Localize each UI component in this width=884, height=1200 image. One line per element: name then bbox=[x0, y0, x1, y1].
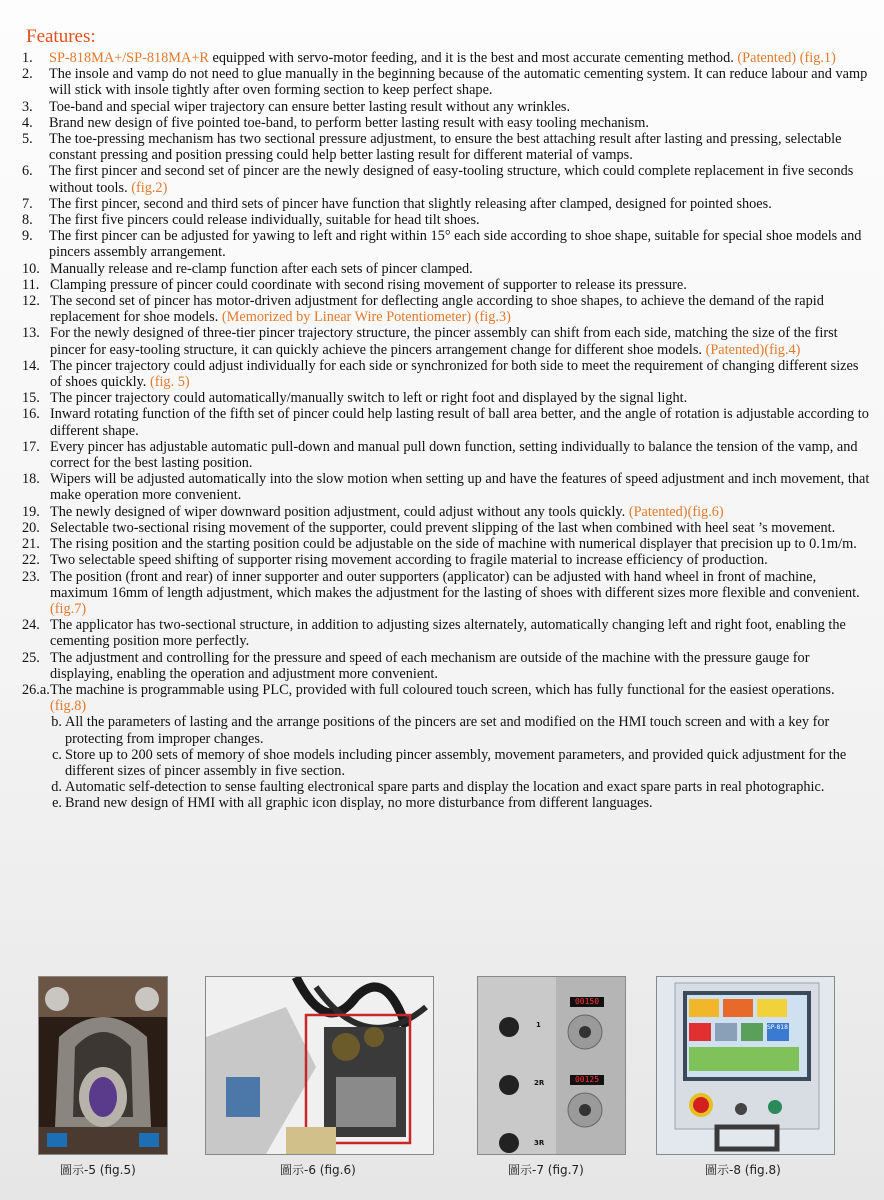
feature-item bbox=[22, 261, 870, 277]
feature-item bbox=[22, 536, 870, 552]
feature-number: 6. bbox=[22, 163, 33, 180]
feature-item bbox=[22, 196, 870, 212]
panel-label-1: 1 bbox=[536, 1021, 541, 1029]
feature-item bbox=[22, 747, 870, 779]
feature-text bbox=[50, 439, 870, 471]
feature-reference: (fig.2) bbox=[131, 179, 168, 196]
feature-text bbox=[50, 569, 870, 618]
feature-item bbox=[22, 714, 870, 746]
feature-number: 10. bbox=[22, 260, 40, 277]
feature-text-part: The applicator has two-sectional structure, in addition to adjusting sizes alternately, automatically changing left and right foot, enabling the cementing position more perfectly. bbox=[50, 617, 846, 650]
feature-item bbox=[22, 212, 870, 228]
feature-text-part: equipped with servo-motor feeding, and it is the best and most accurate cementing method. bbox=[208, 50, 738, 66]
feature-text-part: Toe-band and special wiper trajectory can ensure better lasting result without any wrinkles. bbox=[49, 98, 571, 115]
feature-number: 2. bbox=[22, 66, 33, 83]
feature-text bbox=[49, 131, 870, 163]
feature-number: 14. bbox=[22, 357, 40, 374]
feature-text-part: Store up to 200 sets of memory of shoe models including pincer assembly, movement parameters, and provided quick adjustment for the different sizes of pincer assembly in five section. bbox=[65, 746, 847, 779]
feature-text bbox=[50, 617, 870, 649]
feature-text bbox=[50, 650, 870, 682]
feature-number: 1. bbox=[22, 50, 33, 66]
panel-label-3r: 3R bbox=[534, 1139, 545, 1147]
hmi-model-label: SP-818 bbox=[767, 1024, 788, 1031]
feature-reference: (Patented)(fig.4) bbox=[705, 341, 801, 358]
feature-item bbox=[22, 131, 870, 163]
feature-text bbox=[50, 325, 870, 357]
feature-text bbox=[49, 196, 870, 212]
feature-item bbox=[22, 569, 870, 618]
feature-number: 7. bbox=[22, 195, 33, 212]
feature-number: 16. bbox=[22, 406, 40, 423]
feature-text-part: Brand new design of five pointed toe-band, to perform better lasting result with easy tooling mechanism. bbox=[49, 114, 649, 131]
feature-number: 23. bbox=[22, 568, 40, 585]
feature-text bbox=[49, 115, 870, 131]
fig8-photo bbox=[656, 976, 835, 1155]
feature-text bbox=[50, 536, 870, 552]
fig5-photo bbox=[38, 976, 168, 1155]
feature-item bbox=[22, 163, 870, 195]
feature-text-part: Inward rotating function of the fifth set of pincer could help lasting result of ball area better, and the angle of rotation is adjustable according to different shape. bbox=[50, 406, 869, 439]
feature-reference: (Memorized by Linear Wire Potentiometer) (fig.3) bbox=[221, 309, 511, 326]
feature-text bbox=[49, 228, 870, 260]
feature-number: 18. bbox=[22, 471, 40, 488]
feature-number: 3. bbox=[22, 98, 33, 115]
wiper-adjustment-image bbox=[206, 977, 433, 1154]
feature-text-part: The position (front and rear) of inner supporter and outer supporters (applicator) can be adjusted with hand wheel in front of machine, maximum 16mm of length adjustment, which makes the adjustment for the lasting of shoes with different sizes more flexible and convenient. bbox=[50, 568, 860, 601]
feature-text-part: Clamping pressure of pincer could coordinate with second rising movement of supporter to release its pressure. bbox=[50, 276, 687, 293]
feature-text bbox=[49, 212, 870, 228]
fig6-photo bbox=[205, 976, 434, 1155]
feature-text-part: For the newly designed of three-tier pincer trajectory structure, the pincer assembly can shift from each side, matching the size of the first pincer for easy-tooling structure, it can quickly achieve the pincers arrangement change for different shoe models. bbox=[50, 325, 838, 358]
feature-number: d. bbox=[51, 779, 62, 796]
feature-item bbox=[22, 439, 870, 471]
feature-text bbox=[65, 795, 870, 811]
feature-text bbox=[65, 747, 870, 779]
feature-item bbox=[22, 471, 870, 503]
feature-text-part: Brand new design of HMI with all graphic icon display, no more disturbance from different languages. bbox=[65, 795, 653, 812]
feature-text-part: Wipers will be adjusted automatically into the slow motion when setting up and have the features of speed adjustment and inch movement, that make operation more convenient. bbox=[50, 471, 870, 504]
feature-text-part: The newly designed of wiper downward position adjustment, could adjust without any tools quickly. bbox=[50, 503, 629, 520]
feature-text-part: The toe-pressing mechanism has two sectional pressure adjustment, to ensure the best attaching result after lasting and pressing, selectable constant pressing and position pressing could help better lasting result for different material of vamps. bbox=[49, 131, 842, 164]
feature-text bbox=[50, 261, 870, 277]
position-display-2: 00125 bbox=[574, 1075, 600, 1084]
feature-reference: (fig.7) bbox=[50, 600, 87, 617]
feature-item bbox=[22, 779, 870, 795]
feature-text-part: Every pincer has adjustable automatic pull-down and manual pull down function, setting individually to balance the tension of the vamp, and correct for the best lasting position. bbox=[50, 438, 858, 472]
feature-number: 25. bbox=[22, 649, 40, 666]
feature-item bbox=[22, 228, 870, 260]
feature-number: 19. bbox=[22, 503, 40, 520]
feature-text bbox=[50, 520, 870, 536]
feature-text bbox=[49, 99, 870, 115]
feature-text bbox=[50, 552, 870, 568]
feature-item bbox=[22, 50, 870, 66]
feature-item bbox=[22, 406, 870, 438]
feature-text bbox=[50, 277, 870, 293]
feature-reference: SP-818MA+/SP-818MA+R bbox=[49, 50, 209, 66]
feature-text bbox=[50, 471, 870, 503]
position-display-1: 00150 bbox=[574, 997, 600, 1006]
fig5-caption: 圖示-5 (fig.5) bbox=[60, 1163, 136, 1177]
feature-number: 13. bbox=[22, 325, 40, 342]
feature-item bbox=[22, 293, 870, 325]
feature-number: 4. bbox=[22, 114, 33, 131]
feature-text-part: Manually release and re-clamp function after each sets of pincer clamped. bbox=[50, 260, 473, 277]
feature-item bbox=[22, 650, 870, 682]
feature-text-part: The second set of pincer has motor-driven adjustment for deflecting angle according to shoe shapes, to achieve the demand of the rapid replacement for shoe models. bbox=[50, 293, 824, 326]
feature-number: 24. bbox=[22, 617, 40, 634]
fig7-photo bbox=[477, 976, 626, 1155]
feature-text bbox=[65, 779, 870, 795]
feature-number: 22. bbox=[22, 552, 40, 569]
features-list bbox=[22, 50, 870, 812]
feature-number: 12. bbox=[22, 293, 40, 310]
feature-text-part: The first pincer, second and third sets of pincer have function that slightly releasing after clamped, designed for pointed shoes. bbox=[49, 195, 772, 212]
feature-item bbox=[22, 277, 870, 293]
feature-text-part: The rising position and the starting position could be adjustable on the side of machine with numerical displayer that precision up to 0.1m/m. bbox=[50, 536, 857, 553]
feature-number: 26.a. bbox=[22, 681, 50, 698]
feature-text-part: The pincer trajectory could adjust individually for each side or synchronized for both side to meet the requirement of changing different sizes of shoes quickly. bbox=[50, 357, 859, 391]
feature-number: b. bbox=[51, 714, 62, 731]
feature-text bbox=[65, 714, 870, 746]
feature-number: 8. bbox=[22, 212, 33, 229]
feature-text-part: The first pincer and second set of pincer are the newly designed of easy-tooling structure, which could complete replacement in five seconds without tools. bbox=[49, 163, 854, 196]
feature-text-part: Two selectable speed shifting of supporter rising movement according to fragile material to increase efficiency of production. bbox=[50, 552, 768, 569]
feature-text-part: Selectable two-sectional rising movement of the supporter, could prevent slipping of the last when combined with heel seat ’s movement. bbox=[50, 519, 836, 536]
feature-text bbox=[50, 406, 870, 438]
panel-label-2r: 2R bbox=[534, 1079, 545, 1087]
features-heading: Features: bbox=[26, 26, 96, 47]
feature-text bbox=[49, 50, 870, 66]
feature-text-part: All the parameters of lasting and the arrange positions of the pincers are set and modified on the HMI touch screen and with a key for protecting from improper changes. bbox=[65, 714, 830, 747]
feature-number: 11. bbox=[22, 276, 40, 293]
feature-item bbox=[22, 682, 870, 714]
feature-text bbox=[50, 682, 870, 714]
feature-text bbox=[50, 390, 870, 406]
feature-number: 21. bbox=[22, 536, 40, 553]
feature-reference: (fig. 5) bbox=[149, 374, 190, 391]
feature-text bbox=[50, 504, 870, 520]
fig7-caption: 圖示-7 (fig.7) bbox=[508, 1163, 584, 1177]
feature-text bbox=[50, 358, 870, 390]
feature-item bbox=[22, 617, 870, 649]
feature-reference: (Patented)(fig.6) bbox=[628, 503, 724, 520]
feature-number: 5. bbox=[22, 131, 33, 148]
feature-text-part: The first pincer can be adjusted for yawing to left and right within 15° each side according to shoe shape, suitable for special shoe models and pincers assembly arrangement. bbox=[49, 228, 862, 261]
feature-text-part: The machine is programmable using PLC, provided with full coloured touch screen, which has fully functional for the easiest operations. bbox=[50, 681, 835, 698]
feature-item bbox=[22, 795, 870, 811]
feature-item bbox=[22, 325, 870, 357]
feature-item bbox=[22, 99, 870, 115]
feature-number: 20. bbox=[22, 519, 40, 536]
feature-text-part: The adjustment and controlling for the pressure and speed of each mechanism are outside of the machine with the pressure gauge for displaying, enabling the operation and adjustment more convenient. bbox=[50, 649, 810, 682]
feature-number: 9. bbox=[22, 228, 33, 245]
fig6-caption: 圖示-6 (fig.6) bbox=[280, 1163, 356, 1177]
feature-text bbox=[49, 163, 870, 195]
pincer-assembly-image bbox=[39, 977, 167, 1154]
feature-text-part: Automatic self-detection to sense faulting electronical spare parts and display the location and exact spare parts in real photographic. bbox=[65, 779, 825, 796]
feature-text-part: The insole and vamp do not need to glue manually in the beginning because of the automatic cementing system. It can reduce labour and vamp will stick with insole tightly after oven forming section to keep perfect shape. bbox=[49, 66, 868, 99]
feature-item bbox=[22, 115, 870, 131]
feature-item bbox=[22, 552, 870, 568]
feature-item bbox=[22, 504, 870, 520]
feature-number: 15. bbox=[22, 390, 40, 407]
feature-item bbox=[22, 390, 870, 406]
feature-text bbox=[50, 293, 870, 325]
feature-reference: (Patented) (fig.1) bbox=[737, 50, 836, 66]
feature-number: e. bbox=[52, 795, 62, 812]
feature-number: c. bbox=[52, 746, 62, 763]
feature-item bbox=[22, 358, 870, 390]
feature-reference: (fig.8) bbox=[50, 698, 87, 715]
feature-text-part: The first five pincers could release individually, suitable for head tilt shoes. bbox=[49, 212, 480, 229]
feature-text bbox=[49, 66, 870, 98]
hmi-console-image bbox=[657, 977, 834, 1154]
feature-number: 17. bbox=[22, 438, 40, 455]
feature-item bbox=[22, 520, 870, 536]
fig8-caption: 圖示-8 (fig.8) bbox=[705, 1163, 781, 1177]
feature-item bbox=[22, 66, 870, 98]
feature-text-part: The pincer trajectory could automatically/manually switch to left or right foot and displayed by the signal light. bbox=[50, 390, 688, 407]
